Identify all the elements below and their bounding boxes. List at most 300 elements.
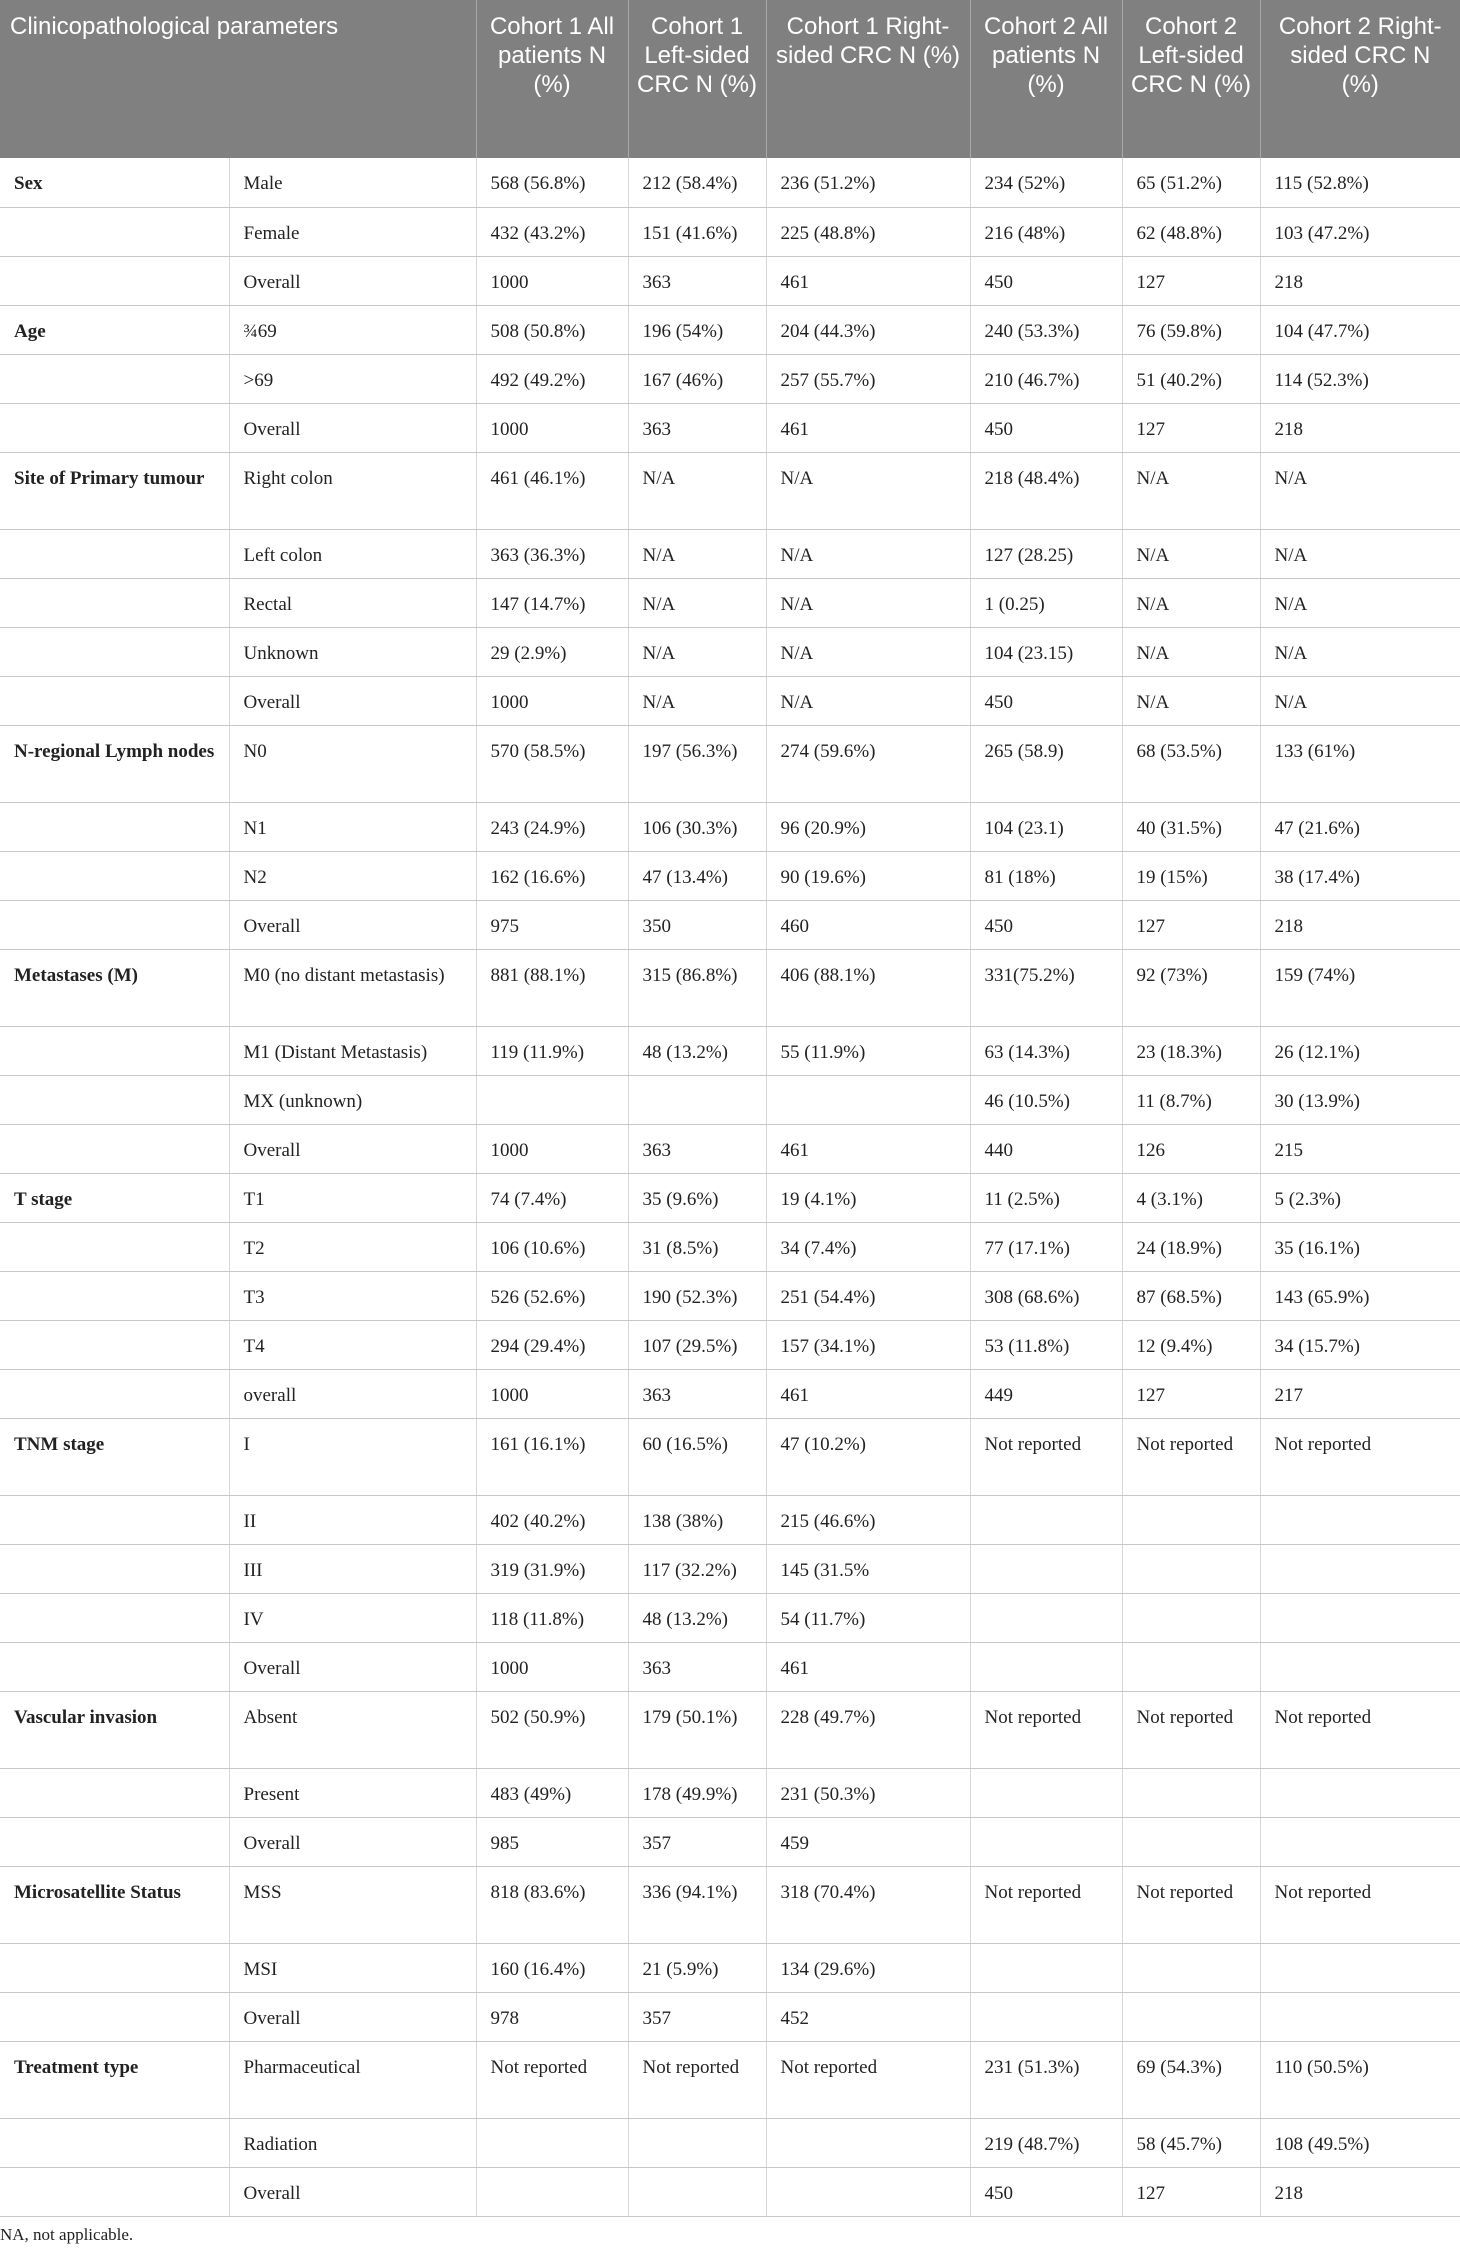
category-cell (0, 1271, 229, 1320)
category-cell (0, 1943, 229, 1992)
subcategory-cell: Overall (229, 1817, 476, 1866)
value-cell: 63 (14.3%) (970, 1026, 1122, 1075)
value-cell (970, 1992, 1122, 2041)
value-cell: 978 (476, 1992, 628, 2041)
value-cell: 449 (970, 1369, 1122, 1418)
value-cell: 77 (17.1%) (970, 1222, 1122, 1271)
category-cell (0, 1124, 229, 1173)
value-cell: 133 (61%) (1260, 725, 1460, 802)
value-cell (628, 2167, 766, 2216)
value-cell: 225 (48.8%) (766, 207, 970, 256)
value-cell: 363 (628, 403, 766, 452)
value-cell: 127 (1122, 900, 1260, 949)
value-cell: 315 (86.8%) (628, 949, 766, 1026)
category-cell (0, 207, 229, 256)
value-cell (476, 2118, 628, 2167)
table-row (0, 1544, 1460, 1593)
value-cell: 363 (628, 1124, 766, 1173)
value-cell (1122, 1495, 1260, 1544)
table-row (0, 354, 1460, 403)
value-cell: 1000 (476, 1642, 628, 1691)
value-cell: N/A (766, 452, 970, 529)
table-row (0, 305, 1460, 354)
subcategory-cell: >69 (229, 354, 476, 403)
category-cell: Metastases (M) (0, 949, 229, 1026)
value-cell: N/A (1260, 676, 1460, 725)
subcategory-cell: Male (229, 158, 476, 207)
subcategory-cell: MX (unknown) (229, 1075, 476, 1124)
header-cohort2-right: Cohort 2 Right-sided CRC N (%) (1260, 0, 1460, 158)
value-cell: 483 (49%) (476, 1768, 628, 1817)
value-cell: 23 (18.3%) (1122, 1026, 1260, 1075)
value-cell: Not reported (970, 1866, 1122, 1943)
value-cell: 46 (10.5%) (970, 1075, 1122, 1124)
value-cell: 308 (68.6%) (970, 1271, 1122, 1320)
value-cell (1260, 1768, 1460, 1817)
value-cell: N/A (1122, 529, 1260, 578)
value-cell: 231 (51.3%) (970, 2041, 1122, 2118)
value-cell (1260, 1544, 1460, 1593)
value-cell: N/A (628, 676, 766, 725)
category-cell (0, 1593, 229, 1642)
value-cell: 60 (16.5%) (628, 1418, 766, 1495)
value-cell: 508 (50.8%) (476, 305, 628, 354)
subcategory-cell: ¾69 (229, 305, 476, 354)
value-cell (1122, 1768, 1260, 1817)
value-cell: 127 (1122, 403, 1260, 452)
value-cell (1260, 1495, 1460, 1544)
value-cell: 318 (70.4%) (766, 1866, 970, 1943)
value-cell: 461 (46.1%) (476, 452, 628, 529)
value-cell: 11 (8.7%) (1122, 1075, 1260, 1124)
value-cell: 1000 (476, 403, 628, 452)
value-cell: N/A (1260, 578, 1460, 627)
value-cell: 1000 (476, 256, 628, 305)
value-cell: 21 (5.9%) (628, 1943, 766, 1992)
value-cell: 161 (16.1%) (476, 1418, 628, 1495)
subcategory-cell: N0 (229, 725, 476, 802)
value-cell: 106 (10.6%) (476, 1222, 628, 1271)
value-cell: 107 (29.5%) (628, 1320, 766, 1369)
value-cell: 110 (50.5%) (1260, 2041, 1460, 2118)
value-cell: 51 (40.2%) (1122, 354, 1260, 403)
value-cell: 30 (13.9%) (1260, 1075, 1460, 1124)
value-cell: 450 (970, 256, 1122, 305)
subcategory-cell: overall (229, 1369, 476, 1418)
value-cell: 452 (766, 1992, 970, 2041)
category-cell: N-regional Lymph nodes (0, 725, 229, 802)
category-cell (0, 529, 229, 578)
value-cell: 363 (628, 1369, 766, 1418)
value-cell: 118 (11.8%) (476, 1593, 628, 1642)
value-cell (766, 2118, 970, 2167)
table-row (0, 1124, 1460, 1173)
table-row (0, 1691, 1460, 1768)
value-cell: 34 (7.4%) (766, 1222, 970, 1271)
value-cell: 47 (10.2%) (766, 1418, 970, 1495)
subcategory-cell: T3 (229, 1271, 476, 1320)
value-cell: 134 (29.6%) (766, 1943, 970, 1992)
category-cell (0, 2167, 229, 2216)
table-row (0, 1495, 1460, 1544)
value-cell: 461 (766, 1124, 970, 1173)
value-cell: 62 (48.8%) (1122, 207, 1260, 256)
value-cell (970, 1768, 1122, 1817)
value-cell: 108 (49.5%) (1260, 2118, 1460, 2167)
table-body (0, 158, 1460, 2216)
value-cell: 65 (51.2%) (1122, 158, 1260, 207)
table-row (0, 725, 1460, 802)
value-cell: 265 (58.9) (970, 725, 1122, 802)
table-row (0, 1817, 1460, 1866)
value-cell: Not reported (1122, 1418, 1260, 1495)
category-cell (0, 1642, 229, 1691)
value-cell: Not reported (628, 2041, 766, 2118)
value-cell: 47 (21.6%) (1260, 802, 1460, 851)
category-cell (0, 1992, 229, 2041)
subcategory-cell: Unknown (229, 627, 476, 676)
table-row (0, 1642, 1460, 1691)
value-cell: N/A (1122, 452, 1260, 529)
value-cell: N/A (1122, 676, 1260, 725)
value-cell: 818 (83.6%) (476, 1866, 628, 1943)
value-cell: 215 (46.6%) (766, 1495, 970, 1544)
value-cell: 34 (15.7%) (1260, 1320, 1460, 1369)
value-cell: 104 (23.15) (970, 627, 1122, 676)
value-cell: 218 (1260, 256, 1460, 305)
value-cell: Not reported (1260, 1418, 1460, 1495)
value-cell (970, 1544, 1122, 1593)
value-cell: 35 (9.6%) (628, 1173, 766, 1222)
value-cell: 570 (58.5%) (476, 725, 628, 802)
value-cell: 228 (49.7%) (766, 1691, 970, 1768)
table-row (0, 1320, 1460, 1369)
header-cohort1-all: Cohort 1 All patients N (%) (476, 0, 628, 158)
value-cell: 331(75.2%) (970, 949, 1122, 1026)
value-cell: 138 (38%) (628, 1495, 766, 1544)
table-row (0, 1593, 1460, 1642)
value-cell (476, 1075, 628, 1124)
category-cell (0, 578, 229, 627)
value-cell: 190 (52.3%) (628, 1271, 766, 1320)
value-cell: 357 (628, 1992, 766, 2041)
value-cell: 461 (766, 403, 970, 452)
value-cell: 363 (628, 256, 766, 305)
value-cell: 126 (1122, 1124, 1260, 1173)
value-cell: 1000 (476, 1369, 628, 1418)
value-cell: 29 (2.9%) (476, 627, 628, 676)
category-cell (0, 1075, 229, 1124)
value-cell: 106 (30.3%) (628, 802, 766, 851)
category-cell (0, 676, 229, 725)
category-cell (0, 851, 229, 900)
subcategory-cell: Overall (229, 256, 476, 305)
header-cohort2-all: Cohort 2 All patients N (%) (970, 0, 1122, 158)
value-cell: 975 (476, 900, 628, 949)
value-cell: 162 (16.6%) (476, 851, 628, 900)
value-cell: 274 (59.6%) (766, 725, 970, 802)
value-cell: 526 (52.6%) (476, 1271, 628, 1320)
value-cell: N/A (766, 627, 970, 676)
value-cell: 461 (766, 1369, 970, 1418)
value-cell: 218 (1260, 900, 1460, 949)
category-cell: Vascular invasion (0, 1691, 229, 1768)
subcategory-cell: Overall (229, 1642, 476, 1691)
value-cell: 12 (9.4%) (1122, 1320, 1260, 1369)
value-cell: 103 (47.2%) (1260, 207, 1460, 256)
table-row (0, 207, 1460, 256)
subcategory-cell: Radiation (229, 2118, 476, 2167)
value-cell: 127 (1122, 256, 1260, 305)
value-cell: Not reported (766, 2041, 970, 2118)
value-cell: 74 (7.4%) (476, 1173, 628, 1222)
value-cell: 87 (68.5%) (1122, 1271, 1260, 1320)
value-cell: 167 (46%) (628, 354, 766, 403)
header-cohort2-left: Cohort 2 Left-sided CRC N (%) (1122, 0, 1260, 158)
subcategory-cell: Left colon (229, 529, 476, 578)
category-cell (0, 1026, 229, 1075)
subcategory-cell: III (229, 1544, 476, 1593)
category-cell (0, 403, 229, 452)
category-cell (0, 1544, 229, 1593)
value-cell: 117 (32.2%) (628, 1544, 766, 1593)
value-cell: 406 (88.1%) (766, 949, 970, 1026)
value-cell: 90 (19.6%) (766, 851, 970, 900)
category-cell (0, 354, 229, 403)
value-cell: 179 (50.1%) (628, 1691, 766, 1768)
value-cell: 218 (48.4%) (970, 452, 1122, 529)
subcategory-cell: T1 (229, 1173, 476, 1222)
value-cell: N/A (1260, 529, 1460, 578)
value-cell: 31 (8.5%) (628, 1222, 766, 1271)
value-cell: 234 (52%) (970, 158, 1122, 207)
value-cell: N/A (766, 676, 970, 725)
value-cell: 236 (51.2%) (766, 158, 970, 207)
value-cell: 68 (53.5%) (1122, 725, 1260, 802)
value-cell: 4 (3.1%) (1122, 1173, 1260, 1222)
value-cell (766, 2167, 970, 2216)
table-row (0, 2167, 1460, 2216)
value-cell: Not reported (1122, 1691, 1260, 1768)
value-cell: 145 (31.5% (766, 1544, 970, 1593)
category-cell: Sex (0, 158, 229, 207)
value-cell: Not reported (970, 1418, 1122, 1495)
header-cohort1-right: Cohort 1 Right-sided CRC N (%) (766, 0, 970, 158)
table-row (0, 802, 1460, 851)
value-cell: N/A (628, 452, 766, 529)
table-footnote: NA, not applicable. (0, 2225, 134, 2244)
value-cell: 157 (34.1%) (766, 1320, 970, 1369)
table-row (0, 256, 1460, 305)
header-row (0, 0, 1460, 158)
value-cell: 216 (48%) (970, 207, 1122, 256)
table-row (0, 1271, 1460, 1320)
category-cell (0, 1369, 229, 1418)
subcategory-cell: Overall (229, 1992, 476, 2041)
value-cell (1122, 1817, 1260, 1866)
subcategory-cell: Overall (229, 676, 476, 725)
category-cell (0, 627, 229, 676)
table-row (0, 851, 1460, 900)
value-cell: 459 (766, 1817, 970, 1866)
value-cell: 197 (56.3%) (628, 725, 766, 802)
value-cell: 1 (0.25) (970, 578, 1122, 627)
value-cell: 257 (55.7%) (766, 354, 970, 403)
value-cell: 127 (1122, 1369, 1260, 1418)
value-cell: 461 (766, 1642, 970, 1691)
value-cell: 336 (94.1%) (628, 1866, 766, 1943)
value-cell: 440 (970, 1124, 1122, 1173)
value-cell: 127 (1122, 2167, 1260, 2216)
value-cell: 350 (628, 900, 766, 949)
subcategory-cell: Present (229, 1768, 476, 1817)
value-cell: 55 (11.9%) (766, 1026, 970, 1075)
value-cell: 48 (13.2%) (628, 1593, 766, 1642)
table-row (0, 1369, 1460, 1418)
value-cell: N/A (628, 627, 766, 676)
value-cell: 96 (20.9%) (766, 802, 970, 851)
subcategory-cell: Overall (229, 900, 476, 949)
subcategory-cell: T4 (229, 1320, 476, 1369)
value-cell: 231 (50.3%) (766, 1768, 970, 1817)
table-row (0, 1418, 1460, 1495)
value-cell: 147 (14.7%) (476, 578, 628, 627)
value-cell: 76 (59.8%) (1122, 305, 1260, 354)
value-cell (970, 1817, 1122, 1866)
value-cell: 251 (54.4%) (766, 1271, 970, 1320)
value-cell: 402 (40.2%) (476, 1495, 628, 1544)
value-cell (1122, 1992, 1260, 2041)
category-cell: Microsatellite Status (0, 1866, 229, 1943)
value-cell (1122, 1544, 1260, 1593)
table-row (0, 452, 1460, 529)
header-cohort1-left: Cohort 1 Left-sided CRC N (%) (628, 0, 766, 158)
value-cell (628, 2118, 766, 2167)
value-cell: 159 (74%) (1260, 949, 1460, 1026)
value-cell: 196 (54%) (628, 305, 766, 354)
value-cell: 1000 (476, 1124, 628, 1173)
value-cell: 363 (36.3%) (476, 529, 628, 578)
value-cell: 5 (2.3%) (1260, 1173, 1460, 1222)
value-cell: 69 (54.3%) (1122, 2041, 1260, 2118)
value-cell: Not reported (970, 1691, 1122, 1768)
value-cell: 104 (23.1) (970, 802, 1122, 851)
subcategory-cell: Female (229, 207, 476, 256)
value-cell: N/A (628, 578, 766, 627)
value-cell: N/A (1260, 452, 1460, 529)
value-cell: 450 (970, 900, 1122, 949)
subcategory-cell: IV (229, 1593, 476, 1642)
value-cell: 319 (31.9%) (476, 1544, 628, 1593)
table-row (0, 158, 1460, 207)
value-cell: N/A (766, 529, 970, 578)
table-row (0, 1026, 1460, 1075)
value-cell: N/A (1260, 627, 1460, 676)
table-row (0, 2118, 1460, 2167)
value-cell: 48 (13.2%) (628, 1026, 766, 1075)
value-cell: 492 (49.2%) (476, 354, 628, 403)
value-cell: 432 (43.2%) (476, 207, 628, 256)
table-row (0, 949, 1460, 1026)
header-parameters: Clinicopathological parameters (0, 0, 476, 158)
value-cell (970, 1495, 1122, 1544)
value-cell: 218 (1260, 2167, 1460, 2216)
value-cell (628, 1075, 766, 1124)
value-cell: 81 (18%) (970, 851, 1122, 900)
value-cell: Not reported (1260, 1866, 1460, 1943)
subcategory-cell: N2 (229, 851, 476, 900)
value-cell: 212 (58.4%) (628, 158, 766, 207)
subcategory-cell: Rectal (229, 578, 476, 627)
table-row (0, 900, 1460, 949)
value-cell (1260, 1943, 1460, 1992)
table-row (0, 403, 1460, 452)
category-cell (0, 1495, 229, 1544)
value-cell: 143 (65.9%) (1260, 1271, 1460, 1320)
category-cell: TNM stage (0, 1418, 229, 1495)
value-cell: Not reported (476, 2041, 628, 2118)
table-row (0, 1075, 1460, 1124)
value-cell: N/A (628, 529, 766, 578)
value-cell: 54 (11.7%) (766, 1593, 970, 1642)
category-cell (0, 1817, 229, 1866)
value-cell: 1000 (476, 676, 628, 725)
category-cell (0, 1320, 229, 1369)
value-cell: 40 (31.5%) (1122, 802, 1260, 851)
value-cell (1260, 1817, 1460, 1866)
value-cell: 11 (2.5%) (970, 1173, 1122, 1222)
table-row (0, 627, 1460, 676)
value-cell: 215 (1260, 1124, 1460, 1173)
subcategory-cell: Pharmaceutical (229, 2041, 476, 2118)
subcategory-cell: II (229, 1495, 476, 1544)
category-cell (0, 1222, 229, 1271)
category-cell (0, 802, 229, 851)
value-cell: 19 (4.1%) (766, 1173, 970, 1222)
subcategory-cell: Overall (229, 1124, 476, 1173)
subcategory-cell: Right colon (229, 452, 476, 529)
value-cell: 985 (476, 1817, 628, 1866)
value-cell: 53 (11.8%) (970, 1320, 1122, 1369)
value-cell: 58 (45.7%) (1122, 2118, 1260, 2167)
value-cell: 204 (44.3%) (766, 305, 970, 354)
value-cell: 240 (53.3%) (970, 305, 1122, 354)
value-cell: 243 (24.9%) (476, 802, 628, 851)
value-cell: 127 (28.25) (970, 529, 1122, 578)
value-cell: 115 (52.8%) (1260, 158, 1460, 207)
value-cell: 38 (17.4%) (1260, 851, 1460, 900)
table-row (0, 1992, 1460, 2041)
value-cell: N/A (1122, 578, 1260, 627)
value-cell (1122, 1943, 1260, 1992)
category-cell: Treatment type (0, 2041, 229, 2118)
value-cell: N/A (1122, 627, 1260, 676)
table-row (0, 1943, 1460, 1992)
value-cell: 461 (766, 256, 970, 305)
value-cell: 19 (15%) (1122, 851, 1260, 900)
table-row (0, 2041, 1460, 2118)
category-cell (0, 256, 229, 305)
value-cell: 219 (48.7%) (970, 2118, 1122, 2167)
value-cell (1260, 1593, 1460, 1642)
value-cell: 119 (11.9%) (476, 1026, 628, 1075)
value-cell: 47 (13.4%) (628, 851, 766, 900)
value-cell: 363 (628, 1642, 766, 1691)
value-cell: 104 (47.7%) (1260, 305, 1460, 354)
value-cell: 357 (628, 1817, 766, 1866)
value-cell: 450 (970, 676, 1122, 725)
value-cell: 568 (56.8%) (476, 158, 628, 207)
